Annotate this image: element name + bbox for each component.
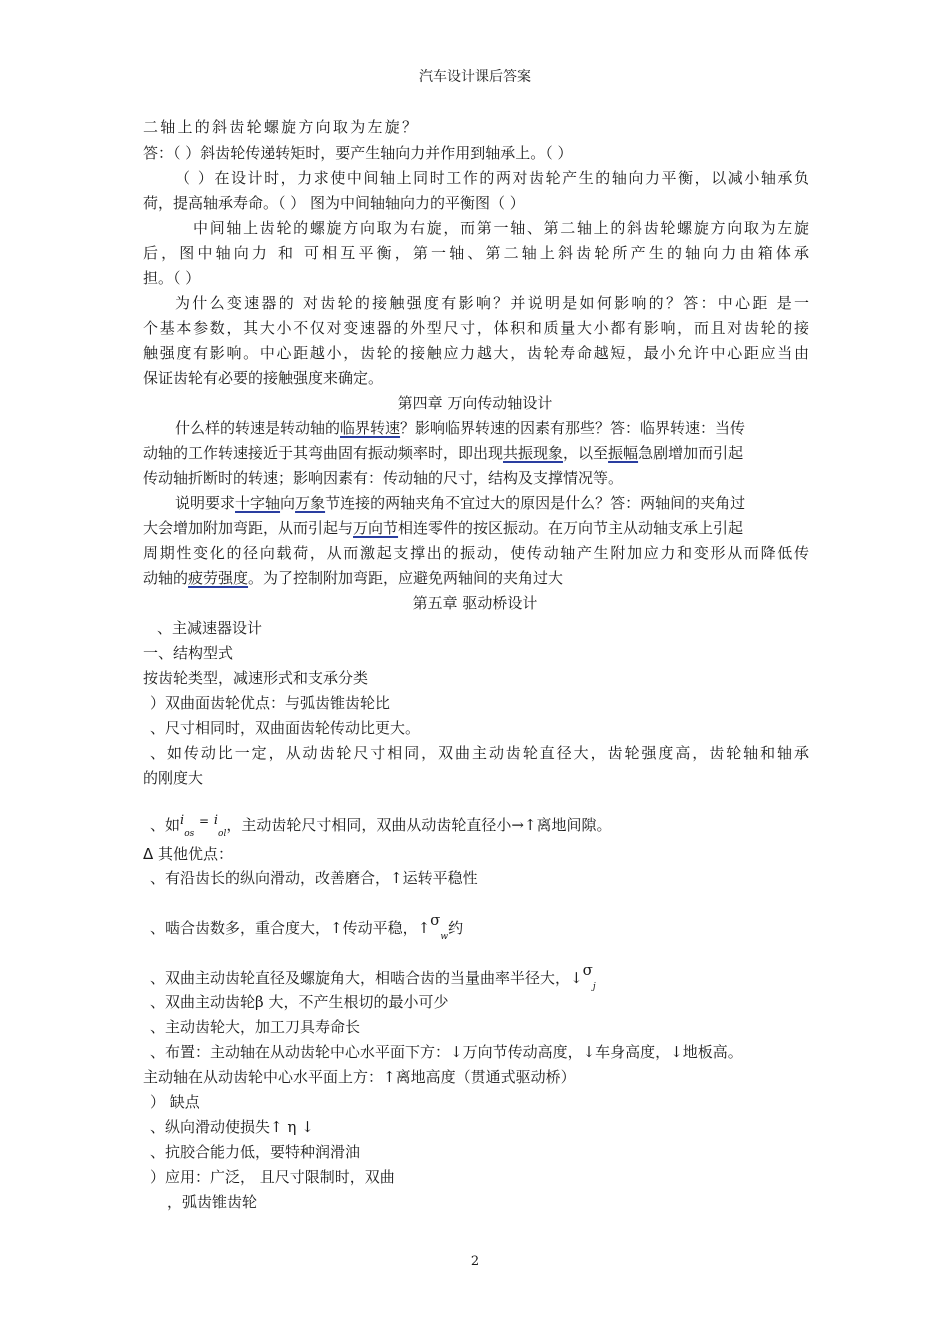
text-line: 传动轴折断时的转速；影响因素有：传动轴的尺寸，结构及支撑情况等。 (143, 469, 624, 487)
text-line: 、抗胶合能力低，要特种润滑油 (150, 1143, 361, 1161)
text-line: 、如传动比一定，从动齿轮尺寸相同，双曲主动齿轮直径大，齿轮强度高，齿轮轴和轴承 (150, 744, 809, 762)
text-line: 按齿轮类型，减速形式和支承分类 (143, 669, 369, 687)
page-number: 2 (470, 1254, 480, 1269)
chapter-heading: 第四章 万向传动轴设计 (397, 394, 553, 412)
text-line: 什么样的转速是转动轴的临界转速？影响临界转速的因素有那些？答：临界转速：当传 (175, 419, 746, 437)
text-line: 个基本参数，其大小不仅对变速器的外型尺寸，体积和质量大小都有影响，而且对齿轮的接 (143, 319, 809, 337)
text-line: 、主减速器设计 (157, 619, 263, 637)
text-line: 、尺寸相同时，双曲面齿轮传动比更大。 (150, 719, 421, 737)
chapter-heading: 第五章 驱动桥设计 (412, 594, 538, 612)
text-line: 的刚度大 (143, 769, 204, 787)
text-line: 动轴的疲劳强度。为了控制附加弯距，应避免两轴间的夹角过大 (143, 569, 564, 587)
text-line: 、双曲主动齿轮β 大，不产生根切的最小可少 (150, 993, 449, 1011)
formula-line: 、如$i_{os}$ = $i_{ol}$，主动齿轮尺寸相同，双曲从动齿轮直径小→↑离地间隙。 (150, 813, 612, 839)
text-line: 大会增加附加弯距，从而引起与万向节相连零件的按区振动。在万向节主从动轴支承上引起 (143, 519, 744, 537)
text-line: 说明要求十字轴向万象节连接的两轴夹角不宜过大的原因是什么？答：两轴间的夹角过 (175, 494, 746, 512)
text-line: 担。（ ） (143, 269, 201, 287)
text-line: 触强度有影响。中心距越小，齿轮的接触应力越大，齿轮寿命越短，最小允许中心距应当由 (143, 344, 809, 362)
sigma-symbol: σ (430, 911, 441, 929)
text-line: （ ）在设计时，力求使中间轴上同时工作的两对齿轮产生的轴向力平衡，以减小轴承负 (175, 169, 809, 187)
text-line: 答：（ ）斜齿轮传递转矩时，要产生轴向力并作用到轴承上。（ ） (143, 144, 573, 162)
page-header: 汽车设计课后答案 (419, 69, 531, 85)
text-line: ） 缺点 (150, 1093, 200, 1111)
text-line: 为什么变速器的 对齿轮的接触强度有影响？并说明是如何影响的？答：中心距 是一 (175, 294, 809, 312)
text-line: 、有沿齿长的纵向滑动，改善磨合，↑运转平稳性 (150, 869, 478, 887)
text-line: ，弧齿锥齿轮 (167, 1193, 258, 1211)
sigma-symbol: σ (582, 961, 593, 979)
text-line: 、双曲主动齿轮直径及螺旋角大，相啮合齿的当量曲率半径大，$↓\sigma_j$ (150, 961, 596, 992)
text-line: 、啮合齿数多，重合度大，↑传动平稳，$↑\sigma_w$约 (150, 911, 464, 942)
text-line: 保证齿轮有必要的接触强度来确定。 (143, 369, 384, 387)
text-line: 后，图中轴向力 和 可相互平衡，第一轴、第二轴上斜齿轮所产生的轴向力由箱体承 (143, 244, 809, 262)
text-line: 中间轴上齿轮的螺旋方向取为右旋，而第一轴、第二轴上的斜齿轮螺旋方向取为左旋 (193, 219, 809, 237)
text-line: ）双曲面齿轮优点：与弧齿锥齿轮比 (150, 694, 391, 712)
text-line: 二轴上的斜齿轮螺旋方向取为左旋？ (143, 118, 417, 136)
text-line: 周期性变化的径向载荷，从而激起支撑出的振动，使传动轴产生附加应力和变形从而降低传 (143, 544, 809, 562)
text-line: 一、结构型式 (143, 644, 234, 662)
text-line: 荷，提高轴承寿命。（ ） 图为中间轴轴向力的平衡图（ ） (143, 194, 525, 212)
text-line: Δ 其他优点： (143, 845, 234, 863)
text-line: ）应用：广泛， 且尺寸限制时，双曲 (150, 1168, 395, 1186)
text-line: 、布置：主动轴在从动齿轮中心水平面下方：↓万向节传动高度，↓车身高度，↓地板高。 (150, 1043, 743, 1061)
text-line: 、主动齿轮大，加工刀具寿命长 (150, 1018, 361, 1036)
text-line: 主动轴在从动齿轮中心水平面上方：↑离地高度（贯通式驱动桥） (143, 1068, 576, 1086)
text-line: 、纵向滑动使损失↑ η ↓ (150, 1118, 314, 1136)
text-line: 动轴的工作转速接近于其弯曲固有振动频率时，即出现共振现象，以至振幅急剧增加而引起 (143, 444, 744, 462)
